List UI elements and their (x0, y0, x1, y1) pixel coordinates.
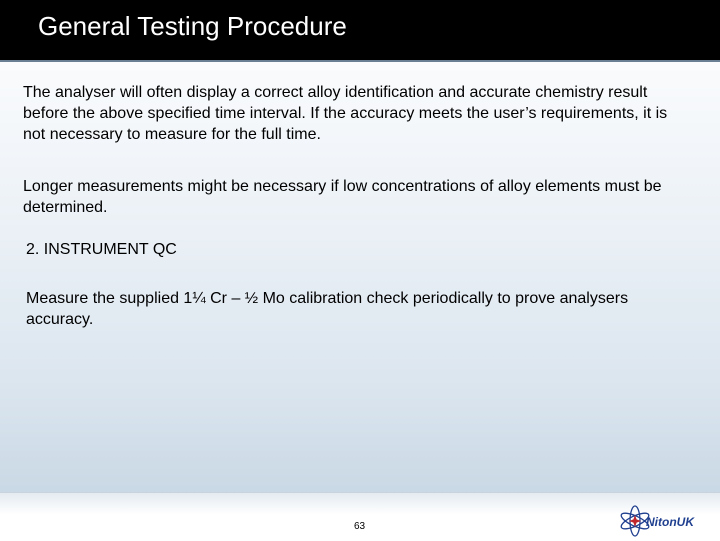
footer-band (0, 492, 720, 541)
section-heading: 2. INSTRUMENT QC (26, 241, 177, 258)
paragraph-early-result: The analyser will often display a correct alloy identification and accurate chemistry result before the above specified time interval. If the accuracy meets the user’s requirements, it is not necessary to measure for the full time. (23, 84, 668, 143)
paragraph-longer-measurements: Longer measurements might be necessary if low concentrations of alloy elements must be determined. (23, 178, 662, 216)
paragraph-calibration-check: Measure the supplied 1¼ Cr – ½ Mo calibration check periodically to prove analysers accuracy. (26, 290, 629, 328)
logo-text: NitonUK (646, 515, 694, 529)
slide-title: General Testing Procedure (38, 11, 347, 41)
title-bar (0, 0, 720, 62)
page-number: 63 (354, 521, 366, 532)
